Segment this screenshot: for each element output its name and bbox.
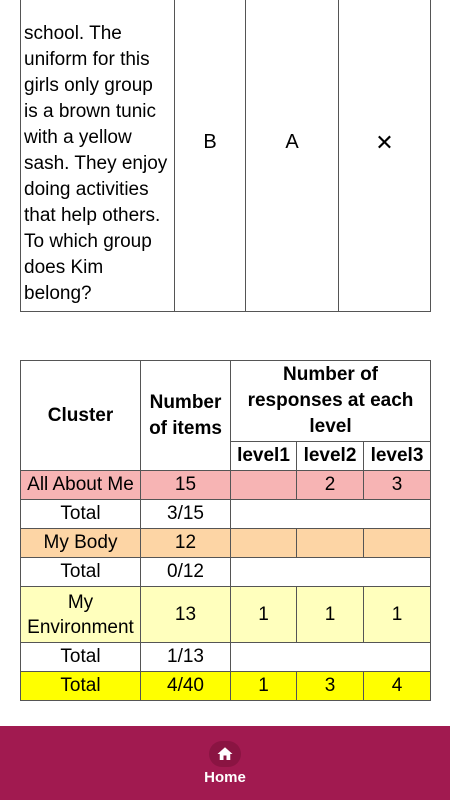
cluster-header: Cluster [21, 361, 141, 471]
level1-count: 1 [231, 587, 297, 643]
items-count: 15 [141, 471, 231, 500]
total-label: Total [21, 643, 141, 672]
table-row [21, 587, 431, 643]
summary-table [20, 360, 431, 701]
level2-header: level2 [297, 442, 364, 471]
cluster-name: My Environment [21, 587, 141, 643]
question-table [20, 0, 431, 312]
responses-header: Number of responses at each level [231, 361, 431, 442]
items-count: 13 [141, 587, 231, 643]
level3-count [364, 529, 431, 558]
grand-total-label: Total [21, 672, 141, 701]
level1-count [231, 529, 297, 558]
answer-cell: B [175, 0, 246, 312]
level2-count [297, 529, 364, 558]
total-value: 1/13 [141, 643, 231, 672]
total-value: 3/15 [141, 500, 231, 529]
level1-count: 1 [231, 672, 297, 701]
grand-total-items: 4/40 [141, 672, 231, 701]
table-row [21, 500, 431, 529]
home-icon [216, 745, 234, 763]
total-label: Total [21, 500, 141, 529]
question-text: school. The uniform for this girls only group is a brown tunic with a yellow sash. They enjoy doing activities that help others. To which group does Kim belong? [21, 0, 175, 312]
empty-cell [231, 558, 431, 587]
table-row [21, 471, 431, 500]
answer-cell: A [246, 0, 339, 312]
bottom-navigation [0, 726, 450, 800]
table-row [21, 558, 431, 587]
home-icon-indicator [209, 741, 241, 767]
question-row [21, 0, 431, 312]
total-value: 0/12 [141, 558, 231, 587]
empty-cell [231, 643, 431, 672]
wrong-mark: ✕ [339, 0, 431, 312]
cluster-name: My Body [21, 529, 141, 558]
table-row [21, 643, 431, 672]
level3-count: 4 [364, 672, 431, 701]
table-row [21, 529, 431, 558]
level1-header: level1 [231, 442, 297, 471]
level3-count: 3 [364, 471, 431, 500]
cluster-name: All About Me [21, 471, 141, 500]
items-count: 12 [141, 529, 231, 558]
level2-count: 3 [297, 672, 364, 701]
home-button[interactable] [204, 741, 246, 786]
level3-count: 1 [364, 587, 431, 643]
items-header: Number of items [141, 361, 231, 471]
level1-count [231, 471, 297, 500]
level3-header: level3 [364, 442, 431, 471]
header-row [21, 361, 431, 442]
total-label: Total [21, 558, 141, 587]
level2-count: 1 [297, 587, 364, 643]
level2-count: 2 [297, 471, 364, 500]
grand-total-row [21, 672, 431, 701]
home-label: Home [204, 768, 246, 786]
empty-cell [231, 500, 431, 529]
